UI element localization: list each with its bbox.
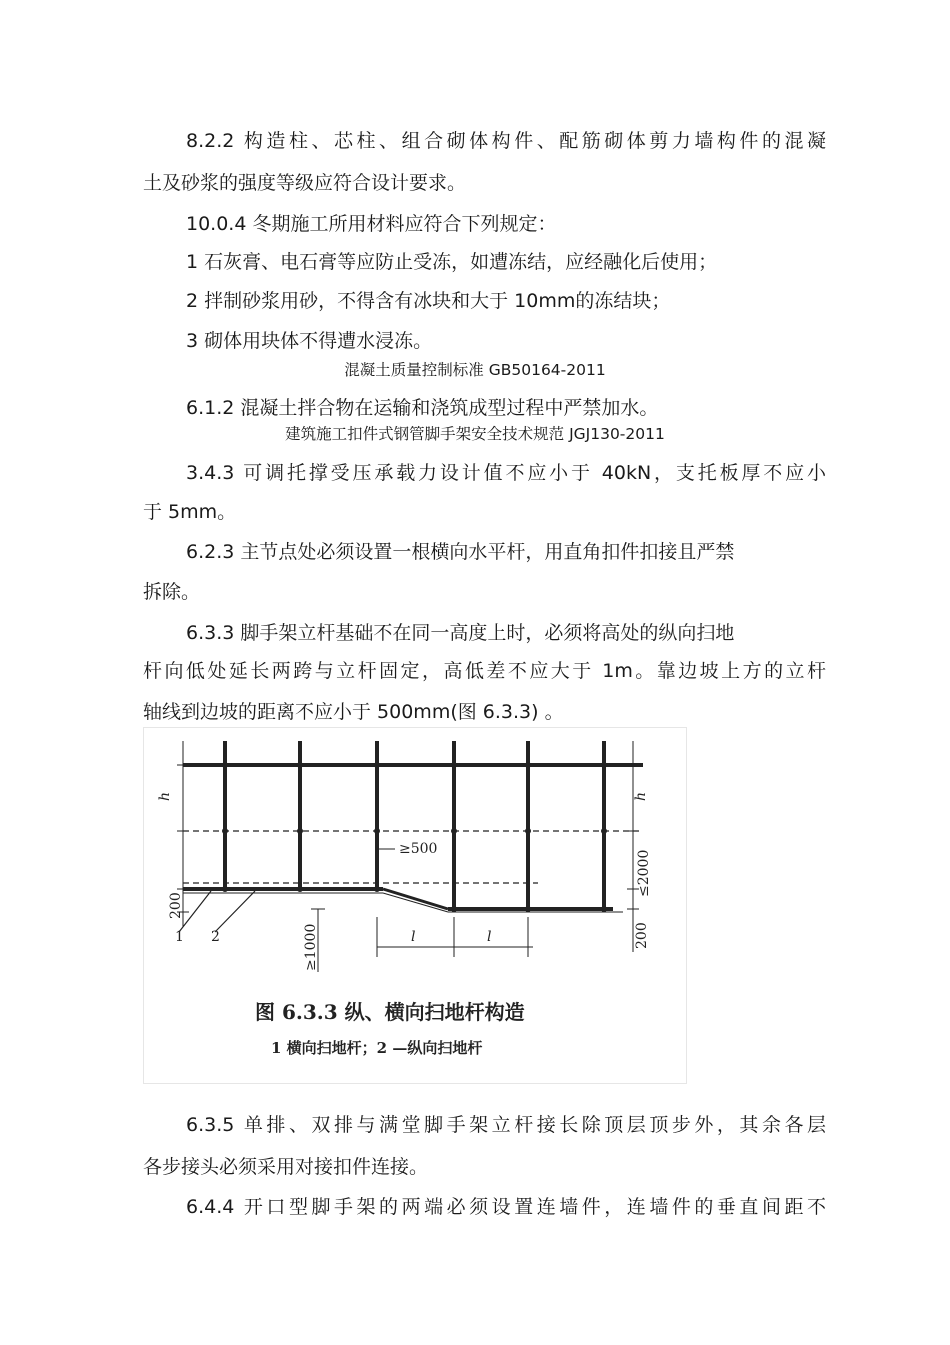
label-1: 1: [175, 929, 184, 945]
para-6-3-3-line2: 杆向低处延长两跨与立杆固定，高低差不应大于 1m。靠边坡上方的立杆: [143, 660, 826, 682]
figure-legend: 1 横向扫地杆；2 —纵向扫地杆: [271, 1039, 483, 1057]
para-3-4-3-line2: 于 5mm。: [143, 501, 237, 523]
figure-caption: 图 6.3.3 纵、横向扫地杆构造: [255, 1000, 525, 1024]
para-6-2-3-line1: 6.2.3 主节点处必须设置一根横向水平杆，用直角扣件扣接且严禁: [186, 541, 735, 563]
list-item-3: 3 砌体用块体不得遭水浸冻。: [186, 330, 433, 352]
label-200-left: 200: [168, 892, 184, 919]
label-le-2000: ≤2000: [636, 849, 652, 897]
para-6-2-3-line2: 拆除。: [143, 581, 201, 603]
scaffold-sweeping-rod-diagram: [143, 727, 687, 1084]
label-h-left: h: [157, 791, 173, 801]
label-la-2: l: [487, 929, 492, 945]
figure-6-3-3: [143, 727, 687, 1084]
sweeping-rod-slope: [383, 889, 448, 909]
standard-title-jgj130: 建筑施工扣件式钢管脚手架安全技术规范 JGJ130-2011: [285, 425, 665, 443]
label-ge-500: ≥500: [399, 841, 438, 857]
para-3-4-3-line1: 3.4.3 可调托撑受压承载力设计值不应小于 40kN，支托板厚不应小: [186, 462, 826, 484]
para-6-4-4-line1: 6.4.4 开口型脚手架的两端必须设置连墙件，连墙件的垂直间距不: [186, 1196, 826, 1218]
para-6-3-5-line2: 各步接头必须采用对接扣件连接。: [143, 1156, 429, 1178]
label-ge-1000: ≥1000: [303, 923, 319, 971]
para-8-2-2-line2: 土及砂浆的强度等级应符合设计要求。: [143, 172, 467, 194]
para-6-3-3-line1: 6.3.3 脚手架立杆基础不在同一高度上时，必须将高处的纵向扫地: [186, 622, 735, 644]
standard-title-gb50164: 混凝土质量控制标准 GB50164-2011: [344, 361, 606, 379]
para-8-2-2-line1: 8.2.2 构造柱、芯柱、组合砌体构件、配筋砌体剪力墙构件的混凝: [186, 130, 826, 152]
list-item-1: 1 石灰膏、电石膏等应防止受冻，如遭冻结，应经融化后使用；: [186, 251, 718, 273]
label-la-1: l: [411, 929, 416, 945]
para-6-3-3-line3: 轴线到边坡的距离不应小于 500mm(图 6.3.3) 。: [143, 701, 564, 723]
label-200-right: 200: [634, 922, 650, 949]
label-2: 2: [211, 929, 220, 945]
list-item-2: 2 拌制砂浆用砂，不得含有冰块和大于 10mm的冻结块；: [186, 290, 671, 312]
para-6-3-5-line1: 6.3.5 单排、双排与满堂脚手架立杆接长除顶层顶步外，其余各层: [186, 1114, 826, 1136]
para-10-0-4: 10.0.4 冬期施工所用材料应符合下列规定：: [186, 213, 557, 235]
label-h-right: h: [633, 791, 649, 801]
para-6-1-2: 6.1.2 混凝土拌合物在运输和浇筑成型过程中严禁加水。: [186, 397, 659, 419]
